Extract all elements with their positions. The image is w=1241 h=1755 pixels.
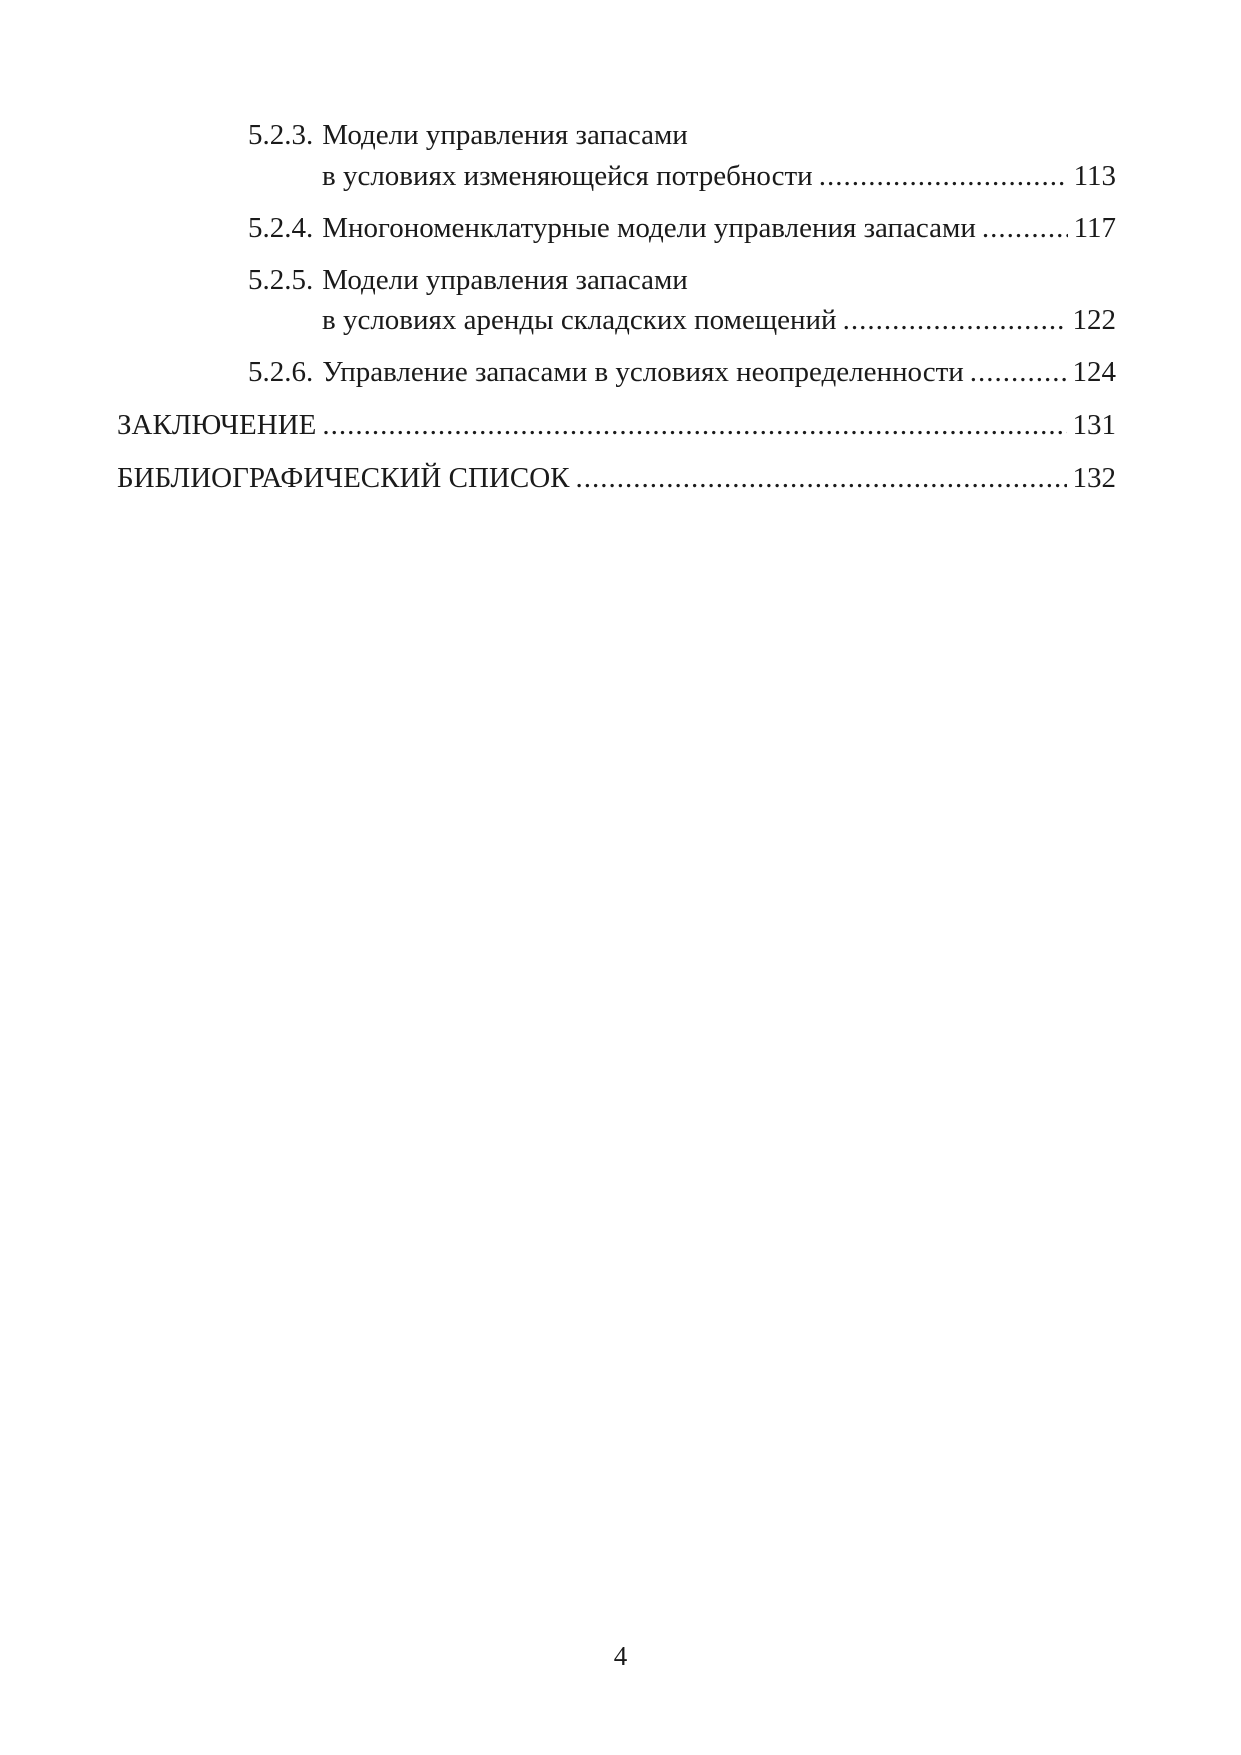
toc-entry-title[interactable]: Модели управления запасами — [322, 264, 688, 296]
dot-leader — [843, 302, 1067, 338]
toc-entry-bibliography — [117, 460, 1116, 496]
toc-entry-5-2-3-line1 — [248, 117, 688, 153]
toc-entry-title[interactable]: ЗАКЛЮЧЕНИЕ — [117, 409, 317, 441]
toc-entry-number: 5.2.3. — [248, 119, 314, 151]
toc-entry-page[interactable]: 124 — [1072, 356, 1116, 388]
toc-entry-title[interactable]: Многономенклатурные модели управления запасами — [322, 212, 976, 244]
page-number: 4 — [613, 1641, 628, 1671]
toc-entry-title[interactable]: Управление запасами в условиях неопределенности — [322, 356, 964, 388]
toc-entry-number: 5.2.4. — [248, 212, 314, 244]
toc-entry-5-2-5-line2 — [322, 302, 1116, 338]
toc-entry-5-2-3-line2 — [322, 158, 1116, 194]
dot-leader — [575, 460, 1066, 496]
toc-entry-5-2-5-line1 — [248, 262, 688, 298]
toc-entry-page[interactable]: 122 — [1072, 304, 1116, 336]
toc-entry-title[interactable]: в условиях аренды складских помещений — [322, 304, 837, 336]
dot-leader — [322, 407, 1066, 443]
dot-leader — [819, 158, 1068, 194]
toc-entry-title[interactable]: БИБЛИОГРАФИЧЕСКИЙ СПИСОК — [117, 462, 570, 494]
toc-entry-5-2-6 — [248, 354, 1116, 390]
toc-entry-page[interactable]: 131 — [1072, 409, 1116, 441]
toc-entry-title[interactable]: Модели управления запасами — [322, 119, 688, 151]
toc-entry-page[interactable]: 117 — [1073, 212, 1116, 244]
toc-entry-conclusion — [117, 407, 1116, 443]
toc-entry-page[interactable]: 113 — [1073, 160, 1116, 192]
toc-entry-number: 5.2.5. — [248, 264, 314, 296]
toc-entry-page[interactable]: 132 — [1072, 462, 1116, 494]
toc-entry-5-2-4 — [248, 210, 1116, 246]
toc-entry-title[interactable]: в условиях изменяющейся потребности — [322, 160, 813, 192]
dot-leader — [970, 354, 1067, 390]
toc-entry-number: 5.2.6. — [248, 356, 314, 388]
dot-leader — [982, 210, 1068, 246]
